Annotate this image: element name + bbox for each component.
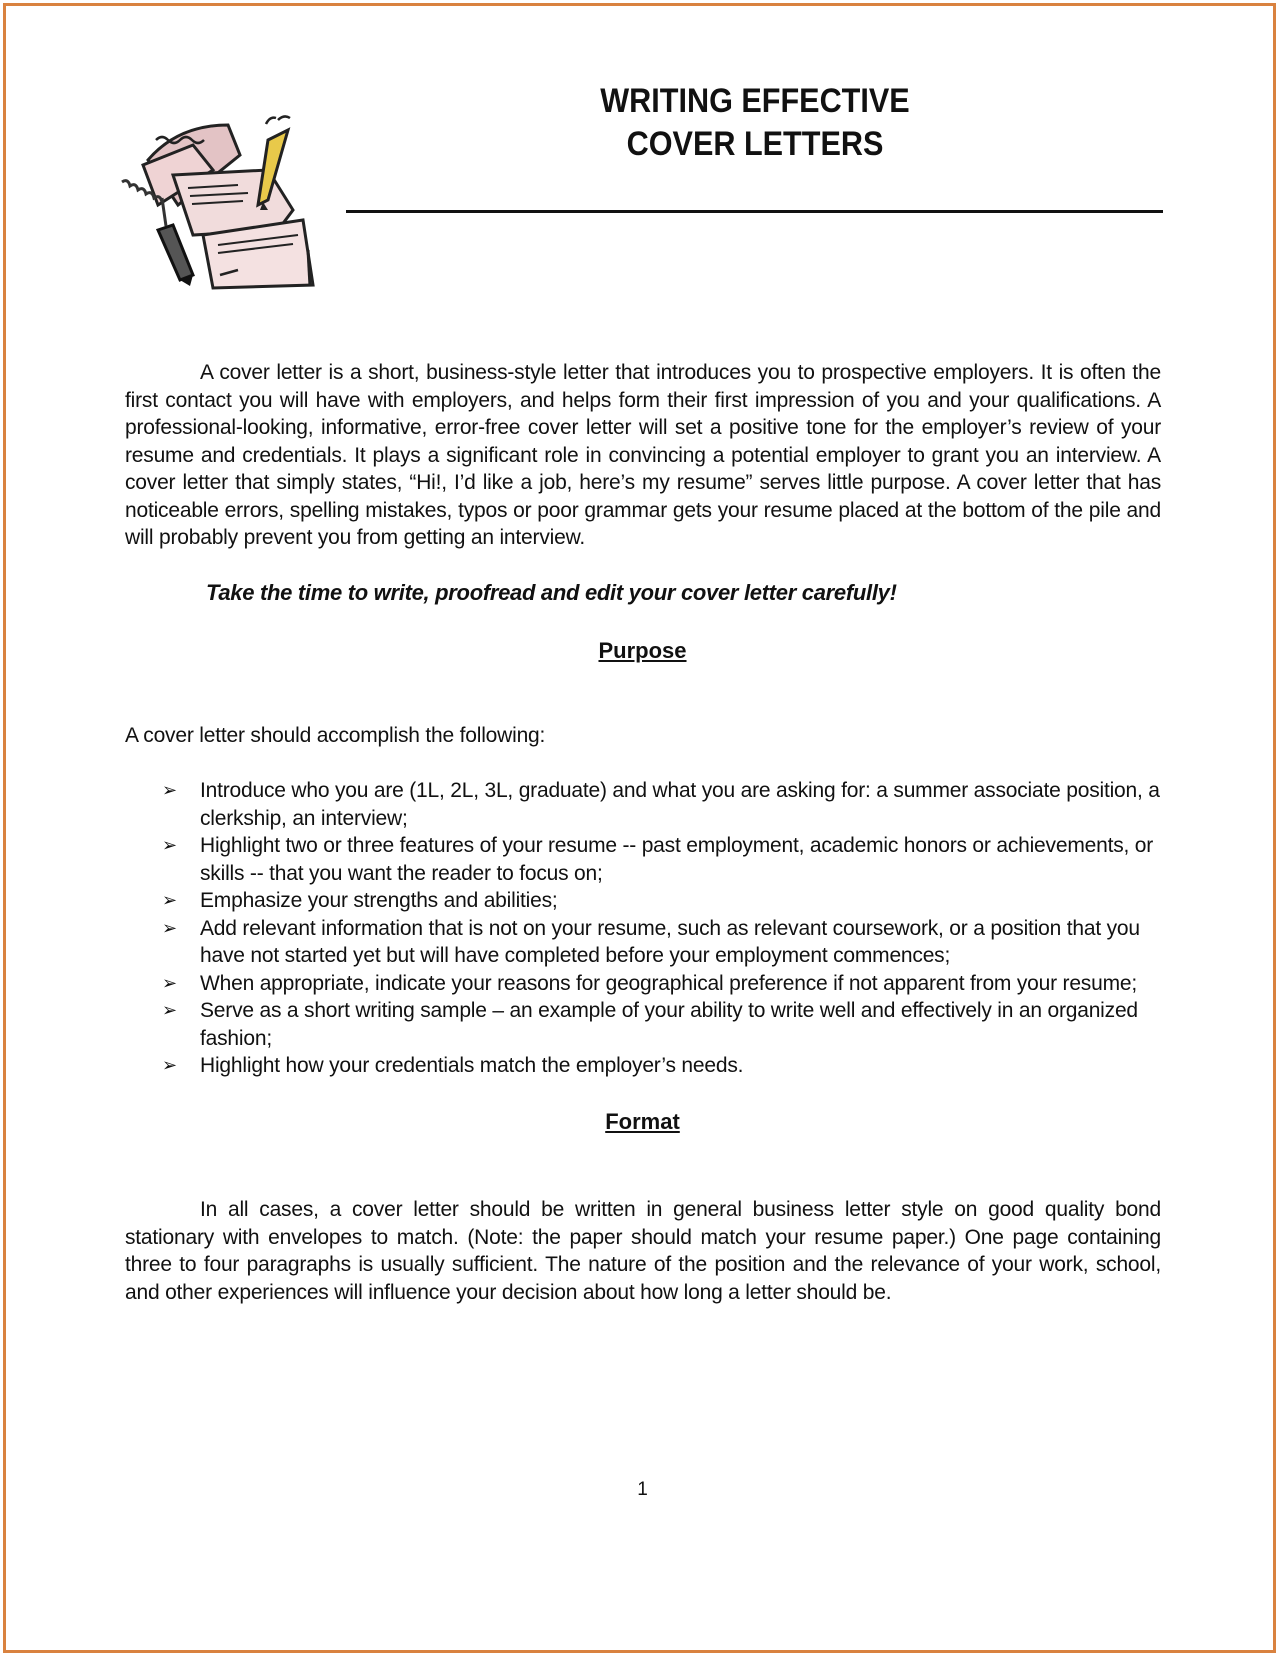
purpose-heading: Purpose <box>598 638 687 663</box>
title-line-1: WRITING EFFECTIVE <box>600 82 910 120</box>
arrow-bullet-icon: ➢ <box>162 835 177 855</box>
arrow-bullet-icon: ➢ <box>162 972 177 993</box>
list-item: ➢ Serve as a short writing sample – an example of your ability to write well and effectively in an organized fashion; <box>162 999 1138 1050</box>
purpose-list <box>125 777 1165 1080</box>
list-item: ➢ Highlight how your credentials match the employer’s needs. <box>125 1052 1165 1080</box>
arrow-bullet-icon: ➢ <box>162 1000 177 1020</box>
purpose-lead: A cover letter should accomplish the following: <box>125 724 546 747</box>
arrow-bullet-icon: ➢ <box>162 917 177 938</box>
list-item: ➢ Highlight two or three features of your resume -- past employment, academic honors or achievements, or skills -- that you want the reader to focus on; <box>162 834 1154 885</box>
page-number: 1 <box>637 1479 648 1500</box>
title-line-2: COVER LETTERS <box>626 125 884 163</box>
list-item: ➢ Add relevant information that is not on your resume, such as relevant coursework, or a position that you have not started yet but will have completed before your employment commences; <box>162 916 1140 967</box>
arrow-bullet-icon: ➢ <box>162 780 177 800</box>
format-heading: Format <box>605 1109 680 1134</box>
document-title <box>580 80 931 166</box>
letters-and-pen-icon <box>118 110 330 306</box>
arrow-bullet-icon: ➢ <box>162 890 177 910</box>
intro-paragraph: A cover letter is a short, business-style letter that introduces you to prospective employers. It is often the first contact you will have with employers, and helps form their first impression of you and your qualifications. A professional-looking, informative, error-free cover letter will set a positive tone for the employer’s review of your resume and credentials. It plays a significant role in convincing a potential employer to grant you an interview. A cover letter that simply states, “Hi!, I’d like a job, here’s my resume” serves little purpose. A cover letter that has noticeable errors, spelling mistakes, typos or poor grammar gets your resume placed at the bottom of the pile and will probably prevent you from getting an interview. <box>125 361 1161 549</box>
arrow-bullet-icon: ➢ <box>162 1055 177 1075</box>
list-item: ➢ When appropriate, indicate your reasons for geographical preference if not apparent from your resume; <box>125 970 1165 998</box>
title-divider <box>346 210 1163 213</box>
list-item: ➢ Introduce who you are (1L, 2L, 3L, graduate) and what you are asking for: a summer associate position, a clerkship, an interview; <box>162 779 1160 830</box>
format-paragraph: In all cases, a cover letter should be written in general business letter style on good quality bond stationary with envelopes to match. (Note: the paper should match your resume paper.) One page containing three to four paragraphs is usually sufficient. The nature of the position and the relevance of your work, school, and other experiences will influence your decision about how long a letter should be. <box>125 1198 1161 1304</box>
list-item: ➢ Emphasize your strengths and abilities; <box>125 887 1165 915</box>
callout-text: Take the time to write, proofread and edit your cover letter carefully! <box>206 580 897 605</box>
